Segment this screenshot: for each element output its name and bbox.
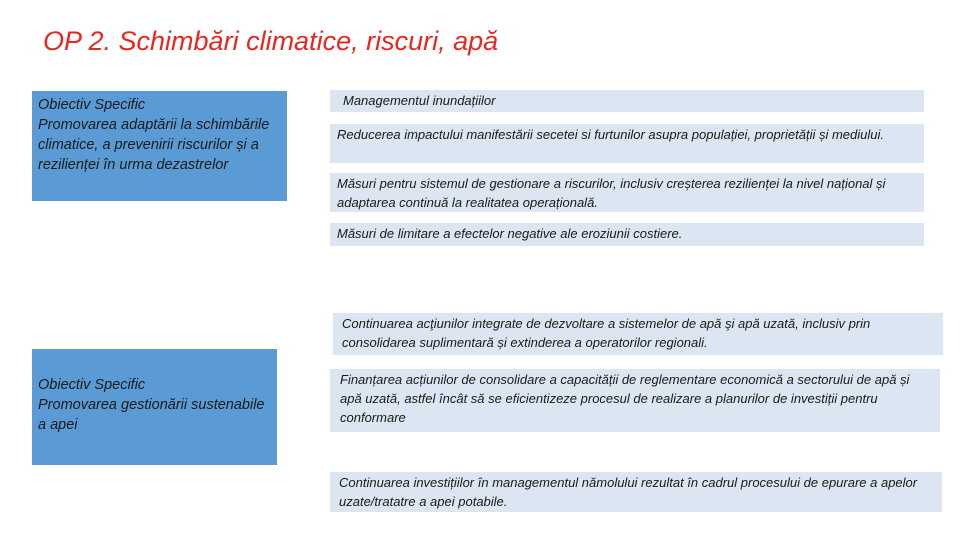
page-title: OP 2. Schimbări climatice, riscuri, apă: [43, 26, 499, 56]
measure-coastal-erosion: Măsuri de limitare a efectelor negative ale eroziunii costiere.: [330, 223, 924, 246]
measure-risk-management-system: Măsuri pentru sistemul de gestionare a riscurilor, inclusiv creșterea rezilienței la nivel național și adaptarea continuă la realitatea operațională.: [330, 173, 924, 212]
measure-regulatory-capacity: Finanțarea acțiunilor de consolidare a capacității de reglementare economică a sectorului de apă și apă uzată, astfel încât să se eficientizeze procesul de realizare a planurilor de investiții pentru conformare: [330, 369, 940, 432]
measure-sludge-management: Continuarea investițiilor în managementul nămolului rezultat în cadrul procesului de epurare a apelor uzate/tratatre a apei potabile.: [330, 472, 942, 512]
objective-heading: Obiectiv Specific: [38, 97, 146, 113]
measure-flood-management: Managementul inundațiilor: [330, 90, 924, 112]
objective-box-water: [32, 349, 277, 465]
objective-text: Promovarea adaptării la schimbările climatice, a prevenirii riscurilor și a rezilienței în urma dezastrelor: [38, 117, 270, 173]
measure-water-systems-development: Continuarea acţiunilor integrate de dezvoltare a sistemelor de apă şi apă uzată, inclusiv prin consolidarea suplimentară și extinderea a operatorilor regionali.: [333, 313, 943, 355]
objective-box-adaptation: [32, 91, 287, 201]
objective-text: Promovarea gestionării sustenabile a apei: [38, 397, 265, 433]
measure-drought-storm-impact: Reducerea impactului manifestării secetei si furtunilor asupra populației, proprietății și mediului.: [330, 124, 924, 163]
objective-heading: Obiectiv Specific: [38, 377, 146, 393]
